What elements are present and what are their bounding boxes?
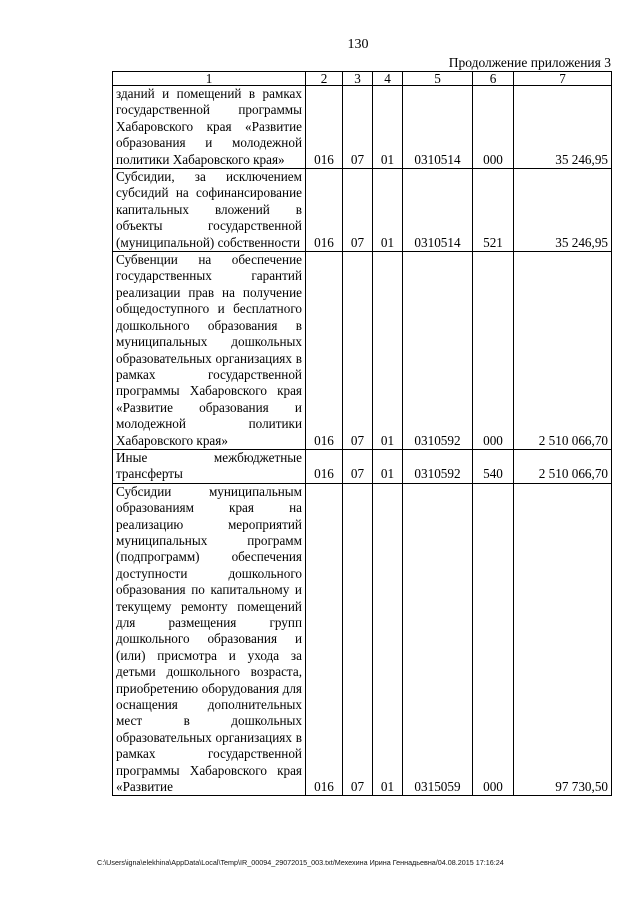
row-code-ministry: 016 (306, 483, 343, 796)
row-code-target: 0315059 (403, 483, 473, 796)
header-col-1: 1 (113, 72, 306, 86)
row-code-subsection: 01 (373, 449, 403, 483)
row-code-section: 07 (343, 252, 373, 450)
row-code-ministry: 016 (306, 86, 343, 169)
row-code-expense-type: 000 (473, 483, 514, 796)
header-col-3: 3 (343, 72, 373, 86)
row-code-expense-type: 521 (473, 169, 514, 252)
row-code-expense-type: 000 (473, 86, 514, 169)
header-col-5: 5 (403, 72, 473, 86)
row-code-ministry: 016 (306, 169, 343, 252)
row-amount: 97 730,50 (514, 483, 612, 796)
row-code-section: 07 (343, 86, 373, 169)
row-code-ministry: 016 (306, 252, 343, 450)
row-code-target: 0310592 (403, 252, 473, 450)
row-code-subsection: 01 (373, 252, 403, 450)
row-amount: 35 246,95 (514, 169, 612, 252)
row-description: Субсидии муниципальным образованиям края на реализацию мероприятий муниципальных программ (подпрограмм) обеспечения доступности дошкольного образования по капитальному и текущему ремонту помещений для размещения групп дошкольного образования и (или) присмотра и ухода за детьми дошкольного возраста, приобретению оборудования для оснащения дополнительных мест в дошкольных образовательных организациях в рамках государственной программы Хабаровского края «Развитие (113, 483, 306, 796)
table-row (113, 483, 612, 796)
footer-file-path: C:\Users\igna\elekhina\AppData\Local\Temp\IR_00094_29072015_003.txt/Мехехина Ирина Геннадьевна/04.08.2015 17:16:24 (97, 858, 504, 867)
row-description: Субсидии, за исключением субсидий на софинансирование капитальных вложений в объекты государственной (муниципальной) собственности (113, 169, 306, 252)
budget-table (112, 71, 612, 796)
header-col-6: 6 (473, 72, 514, 86)
table-row (113, 449, 612, 483)
row-code-subsection: 01 (373, 86, 403, 169)
row-code-section: 07 (343, 169, 373, 252)
page-number: 130 (347, 37, 369, 52)
table-row (113, 86, 612, 169)
row-code-target: 0310514 (403, 86, 473, 169)
continuation-label: Продолжение приложения 3 (448, 55, 611, 70)
row-code-section: 07 (343, 449, 373, 483)
row-code-expense-type: 540 (473, 449, 514, 483)
row-amount: 2 510 066,70 (514, 449, 612, 483)
header-col-7: 7 (514, 72, 612, 86)
row-amount: 2 510 066,70 (514, 252, 612, 450)
row-description: Субвенции на обеспечение государственных гарантий реализации прав на получение общедоступного и бесплатного дошкольного образования в муниципальных дошкольных образовательных организациях в рамках государственной программы Хабаровского края «Развитие образования и молодежной политики Хабаровского края» (113, 252, 306, 450)
row-description: зданий и помещений в рамках государственной программы Хабаровского края «Развитие образования и молодежной политики Хабаровского края» (113, 86, 306, 169)
header-col-2: 2 (306, 72, 343, 86)
row-description: Иные межбюджетные трансферты (113, 449, 306, 483)
header-col-4: 4 (373, 72, 403, 86)
table-row (113, 252, 612, 450)
table-header-row (113, 72, 612, 86)
row-code-target: 0310514 (403, 169, 473, 252)
row-amount: 35 246,95 (514, 86, 612, 169)
row-code-subsection: 01 (373, 169, 403, 252)
row-code-subsection: 01 (373, 483, 403, 796)
row-code-ministry: 016 (306, 449, 343, 483)
table-row (113, 169, 612, 252)
row-code-section: 07 (343, 483, 373, 796)
row-code-expense-type: 000 (473, 252, 514, 450)
row-code-target: 0310592 (403, 449, 473, 483)
